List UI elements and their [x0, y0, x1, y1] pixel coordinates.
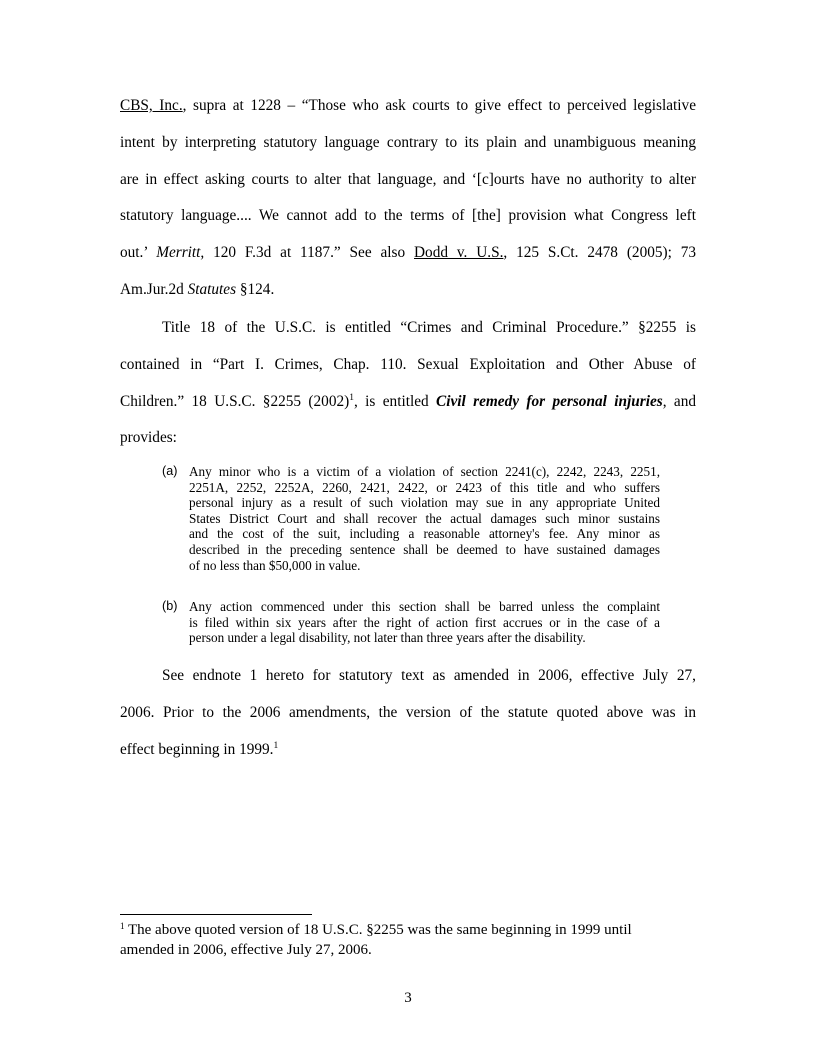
- paragraph-cbs-quote: [120, 88, 696, 309]
- paragraph-line: Children.” 18 U.S.C. §2255 $(2002)^1$, is entitled Civil remedy for personal injuries, and: [120, 392, 696, 410]
- quote-line: Any action commenced under this section shall be barred unless the complaint: [189, 599, 660, 614]
- footnote-text: The above quoted version of 18 U.S.C. §2255 was the same beginning in 1999 until amended in 2006, effective July 27, 2006.: [120, 922, 632, 958]
- paragraph-line: statutory language.... We cannot add to the terms of [the] provision what Congress left: [120, 207, 696, 225]
- quote-line: personal injury as a result of such violation may sue in any appropriate United: [189, 495, 660, 511]
- block-quote-subsection-b: [162, 599, 660, 646]
- footnote-separator: [120, 914, 312, 915]
- paragraph-line: provides:: [120, 429, 177, 447]
- case-citation-merritt: Merritt,: [156, 244, 205, 262]
- section-title-bold: Civil remedy for personal injuries: [436, 392, 663, 410]
- page-number: 3: [404, 990, 412, 1006]
- block-quote-subsection-a: [162, 464, 660, 573]
- quote-line: States District Court and shall recover the actual damages such minor sustains: [189, 510, 660, 526]
- quote-line: of no less than $50,000 in value.: [189, 557, 361, 573]
- footnote-marker: 1: [120, 921, 125, 931]
- quote-line: Any minor who is a victim of a violation of section 2241(c), 2242, 2243, 2251,: [189, 464, 660, 479]
- footnote-ref: 1: [273, 740, 279, 751]
- paragraph-line: See endnote 1 hereto for statutory text as amended in 2006, effective July 27,: [162, 667, 696, 684]
- subsection-text: [189, 599, 660, 646]
- statutes-italic: Statutes: [187, 280, 237, 298]
- subsection-label: (b): [162, 599, 178, 613]
- case-citation-cbs: CBS, Inc.: [120, 97, 183, 114]
- footnote: [120, 921, 680, 960]
- case-citation-dodd: Dodd v. U.S.: [414, 244, 504, 262]
- paragraph-title-18: [120, 310, 696, 457]
- quote-line: person under a legal disability, not later than three years after the disability.: [189, 630, 586, 646]
- subsection-label: (a): [162, 464, 178, 478]
- paragraph-line: intent by interpreting statutory language contrary to its plain and unambiguous meaning: [120, 133, 696, 151]
- paragraph-line: effect beginning in 1999.$^1$: [120, 740, 279, 758]
- footnote-ref: 1: [349, 392, 354, 403]
- quote-line: and the cost of the suit, including a reasonable attorney's fee. Any minor as: [189, 526, 660, 542]
- paragraph-line: contained in “Part I. Crimes, Chap. 110. Sexual Exploitation and Other Abuse of: [120, 355, 696, 373]
- paragraph-line: Am.Jur.2d Statutes §124.: [120, 280, 275, 298]
- paragraph-line: 2006. Prior to the 2006 amendments, the version of the statute quoted above was in: [120, 703, 696, 721]
- paragraph-line: out.’ Merritt, 120 F.3d at 1187.” See also Dodd v. U.S., 125 S.Ct. 2478 (2005); 73: [120, 244, 697, 262]
- quote-line: described in the preceding sentence shall be deemed to have sustained damages: [189, 541, 660, 557]
- paragraph-line: Title 18 of the U.S.C. is entitled “Crimes and Criminal Procedure.” §2255 is: [162, 319, 696, 336]
- subsection-text: [189, 464, 660, 573]
- paragraph-line: CBS, Inc., supra at 1228 – “Those who ask courts to give effect to perceived legislative: [120, 97, 696, 114]
- quote-line: is filed within six years after the right of action first accrues or in the case of a: [189, 614, 660, 630]
- quote-line: 2251A, 2252, 2252A, 2260, 2421, 2422, or 2423 of this title and who suffers: [189, 479, 660, 495]
- paragraph-line: are in effect asking courts to alter that language, and ‘[c]ourts have no authority to alter: [120, 170, 696, 188]
- paragraph-endnote-reference: [120, 658, 696, 768]
